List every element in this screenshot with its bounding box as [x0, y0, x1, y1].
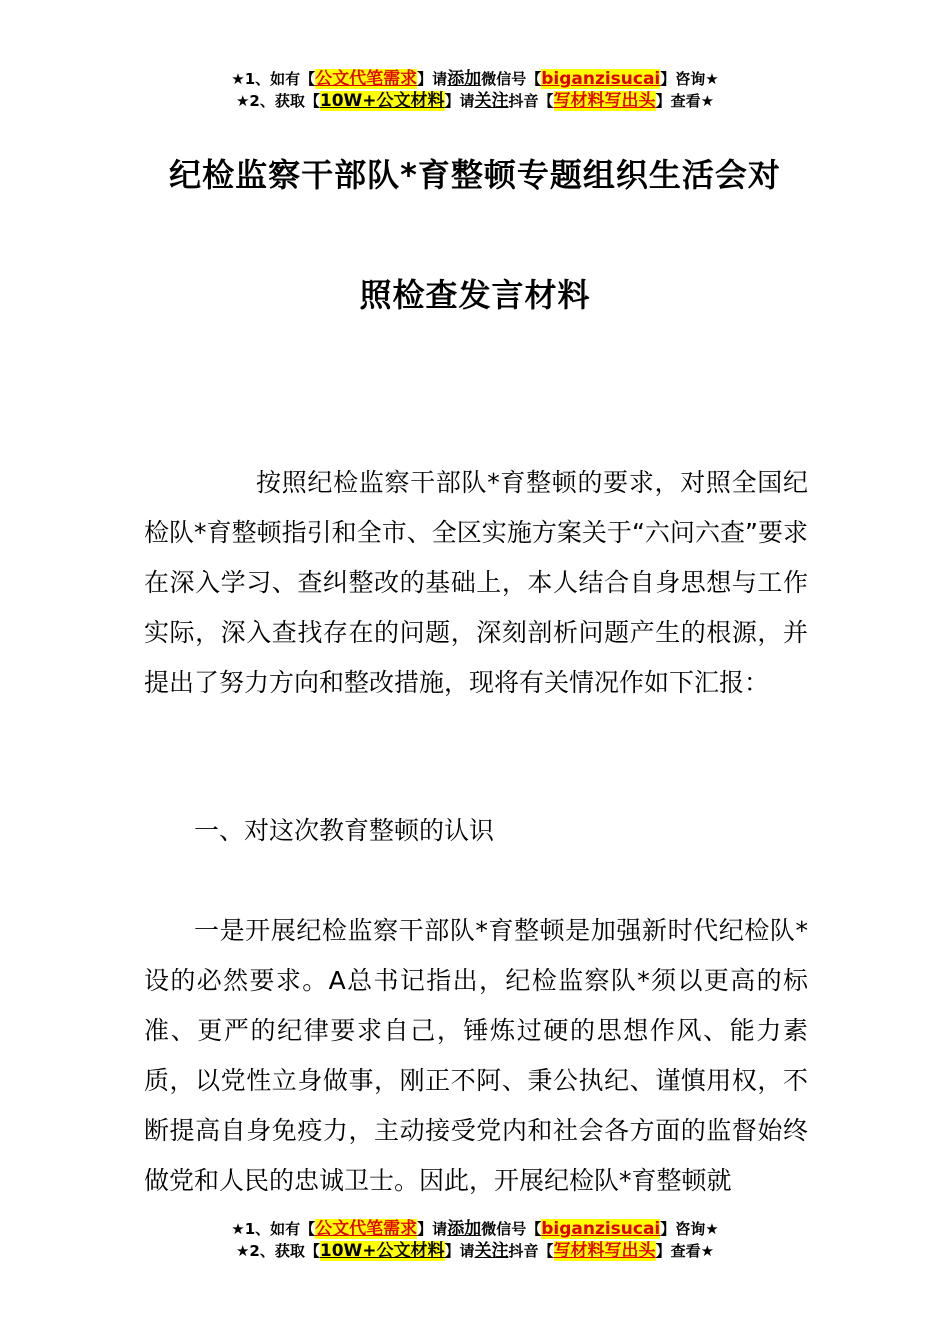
intro-paragraph [144, 458, 808, 708]
promo-banner-bottom [0, 1218, 950, 1262]
promo-underlined: 关注 [474, 1241, 509, 1261]
promo-text: 】查看★ [655, 92, 715, 110]
body-paragraph-1 [144, 906, 808, 1206]
promo-text: 】查看★ [655, 1242, 715, 1260]
promo-text: 】请 [417, 1220, 448, 1238]
promo-text: 】请 [444, 1242, 475, 1260]
promo-text: ★2、获取【 [235, 1242, 320, 1260]
promo-text: ★2、获取【 [235, 92, 320, 110]
promo-text: 微信号【 [481, 70, 542, 88]
promo-douyin-id: 写材料写出头 [553, 91, 656, 111]
promo-text: ★1、如有【 [231, 70, 316, 88]
promo-text: ★1、如有【 [231, 1220, 316, 1238]
promo-text: 抖音【 [508, 92, 554, 110]
promo-line-1 [0, 68, 950, 90]
promo-highlight: 10W+公文材料 [319, 1241, 445, 1261]
promo-highlight: 公文代笔需求 [315, 1219, 418, 1239]
intro-text: 按照纪检监察干部队*育整顿的要求，对照全国纪检队*育整顿指引和全市、全区实施方案关于“六问六查”要求在深入学习、查纠整改的基础上，本人结合自身思想与工作实际，深入查找存在的问题，深刻剖析问题产生的根源，并提出了努力方向和整改措施，现将有关情况作如下汇报： [144, 468, 808, 697]
promo-highlight: 公文代笔需求 [315, 69, 418, 89]
promo-wechat-id: biganzisucai [541, 1219, 661, 1239]
promo-text: 抖音【 [508, 1242, 554, 1260]
promo-highlight: 10W+公文材料 [319, 91, 445, 111]
promo-text: 】咨询★ [660, 70, 719, 88]
section-heading-text: 一、对这次教育整顿的认识 [194, 816, 495, 845]
promo-underlined: 添加 [447, 69, 482, 89]
body-paragraph-text: 一是开展纪检监察干部队*育整顿是加强新时代纪检队*设的必然要求。A总书记指出，纪检监察队*须以更高的标准、更严的纪律要求自己，锤炼过硬的思想作风、能力素质，以党性立身做事，刚正不阿、秉公执纪、谨慎用权，不断提高自身免疫力，主动接受党内和社会各方面的监督始终做党和人民的忠诚卫士。因此，开展纪检队*育整顿就 [144, 916, 808, 1195]
promo-text: 微信号【 [481, 1220, 542, 1238]
promo-wechat-id: biganzisucai [541, 69, 661, 89]
promo-text: 】请 [444, 92, 475, 110]
promo-line-2 [0, 90, 950, 112]
promo-line-1 [0, 1218, 950, 1240]
promo-underlined: 关注 [474, 91, 509, 111]
section-heading-1 [144, 806, 808, 856]
promo-banner-top [0, 68, 950, 112]
document-title-line-2: 照检查发言材料 [359, 276, 591, 314]
promo-underlined: 添加 [447, 1219, 482, 1239]
promo-line-2 [0, 1240, 950, 1262]
document-title-line-1: 纪检监察干部队*育整顿专题组织生活会对 [169, 156, 781, 194]
promo-text: 】请 [417, 70, 448, 88]
promo-douyin-id: 写材料写出头 [553, 1241, 656, 1261]
promo-text: 】咨询★ [660, 1220, 719, 1238]
